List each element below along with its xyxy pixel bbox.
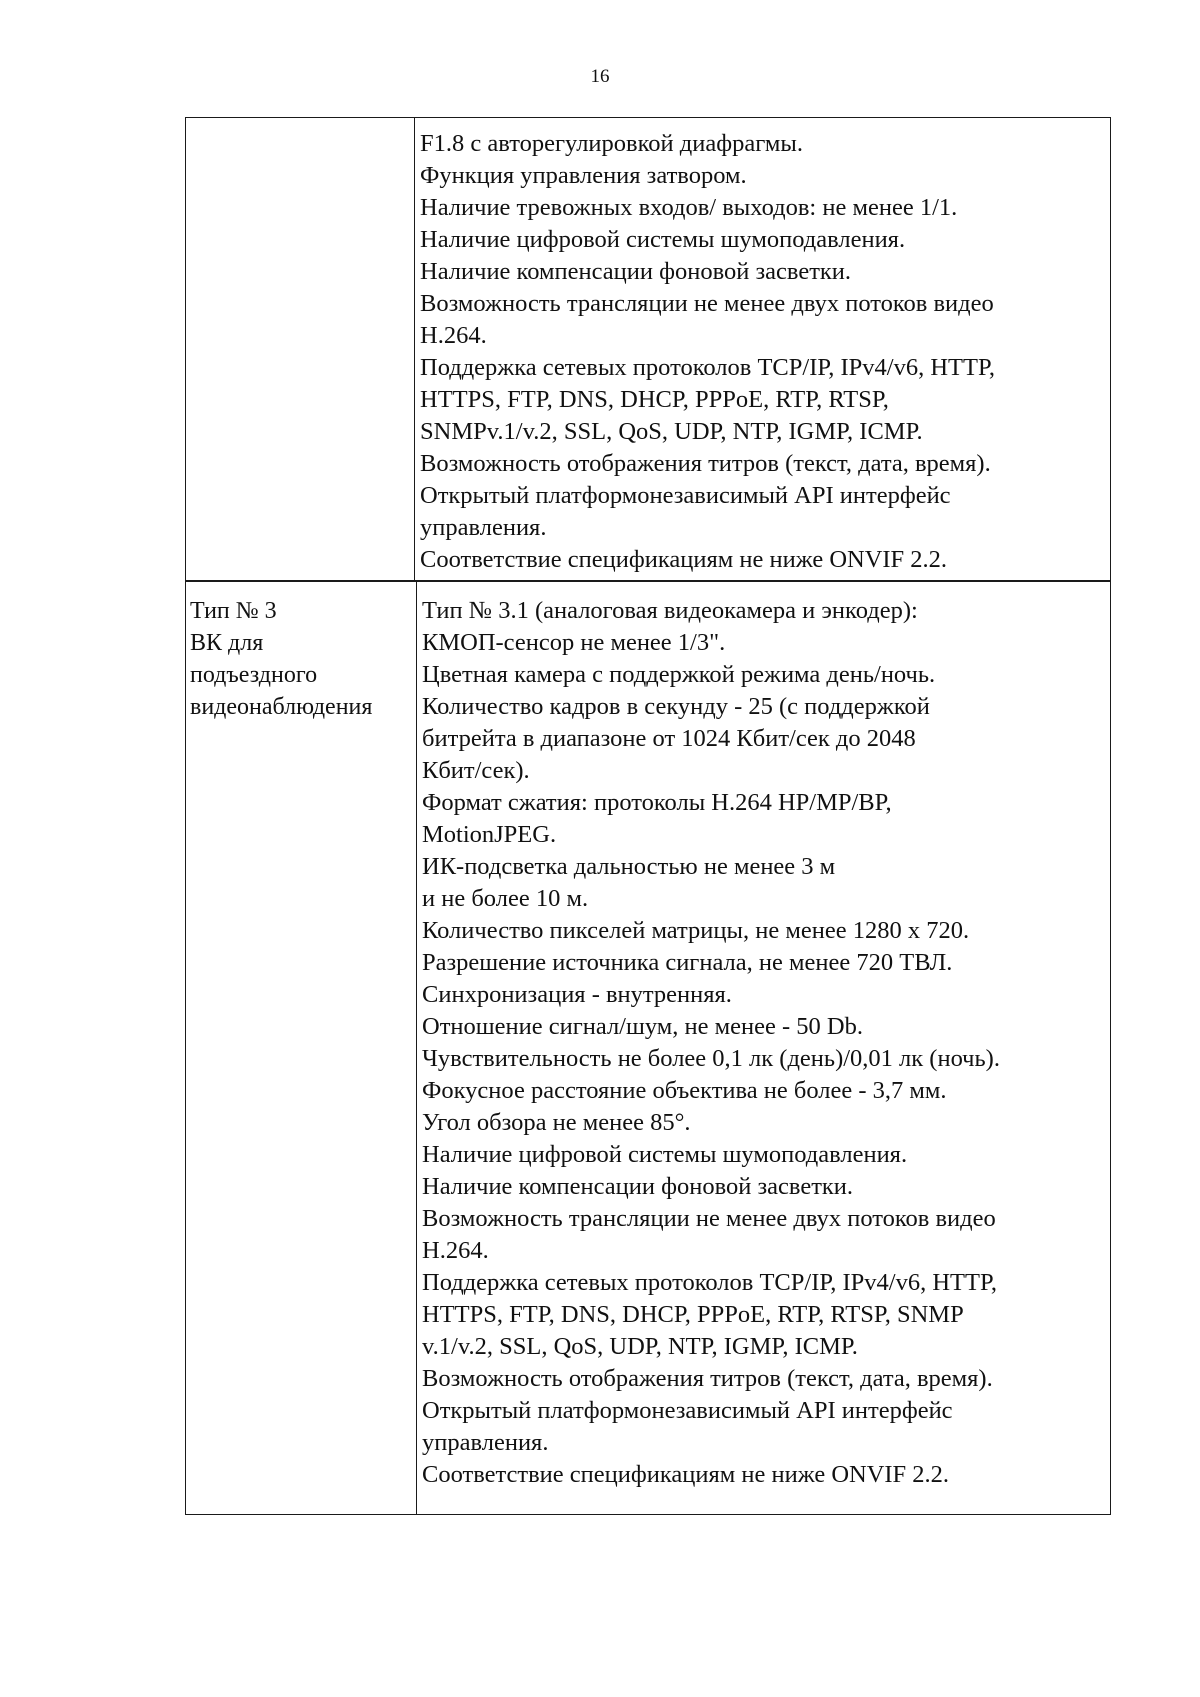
text-line: Тип № 3	[190, 598, 277, 624]
text-line: Формат сжатия: протоколы H.264 HP/MP/BP,	[422, 789, 892, 816]
text-line: Наличие цифровой системы шумоподавления.	[422, 1141, 908, 1168]
text-line: F1.8 с авторегулировкой диафрагмы.	[420, 130, 804, 157]
spec-cell	[420, 128, 1108, 576]
text-line: Поддержка сетевых протоколов TCP/IP, IPv4/v6, HTTP,	[420, 354, 996, 381]
table-row	[185, 580, 1111, 1515]
text-line: Синхронизация - внутренняя.	[422, 981, 732, 1008]
column-divider	[416, 580, 417, 1515]
text-line: H.264.	[420, 322, 487, 349]
text-line: Соответствие спецификациям не ниже ONVIF 2.2.	[420, 546, 948, 573]
text-line: Количество пикселей матрицы, не менее 1280 x 720.	[422, 917, 970, 944]
text-line: Функция управления затвором.	[420, 162, 747, 189]
text-line: управления.	[420, 514, 547, 541]
text-line: битрейта в диапазоне от 1024 Кбит/сек до 2048	[422, 725, 916, 752]
text-line: Наличие цифровой системы шумоподавления.	[420, 226, 906, 253]
text-line: Отношение сигнал/шум, не менее - 50 Db.	[422, 1013, 863, 1040]
text-line: Возможность трансляции не менее двух потоков видео	[420, 290, 994, 317]
text-line: Разрешение источника сигнала, не менее 720 ТВЛ.	[422, 949, 953, 976]
text-line: Кбит/сек).	[422, 757, 530, 784]
text-line: ВК для	[190, 630, 264, 656]
text-line: Количество кадров в секунду - 25 (с поддержкой	[422, 693, 930, 720]
text-line: Угол обзора не менее 85°.	[422, 1109, 691, 1136]
column-divider	[414, 117, 415, 582]
text-line: HTTPS, FTP, DNS, DHCP, PPPoE, RTP, RTSP, SNMP	[422, 1301, 964, 1328]
text-line: Наличие компенсации фоновой засветки.	[420, 258, 852, 285]
text-line: видеонаблюдения	[190, 694, 373, 720]
text-line: v.1/v.2, SSL, QoS, UDP, NTP, IGMP, ICMP.	[422, 1333, 858, 1360]
text-line: Открытый платформонезависимый API интерфейс	[420, 482, 951, 509]
text-line: Фокусное расстояние объектива не более - 3,7 мм.	[422, 1077, 947, 1104]
text-line: Соответствие спецификациям не ниже ONVIF 2.2.	[422, 1461, 950, 1488]
text-line: Возможность отображения титров (текст, дата, время).	[420, 450, 991, 477]
text-line: Открытый платформонезависимый API интерфейс	[422, 1397, 953, 1424]
spec-cell	[422, 595, 1110, 1491]
type-cell	[190, 595, 414, 723]
text-line: Возможность трансляции не менее двух потоков видео	[422, 1205, 996, 1232]
text-line: MotionJPEG.	[422, 821, 557, 848]
text-line: ИК-подсветка дальностью не менее 3 м	[422, 853, 836, 880]
text-line: Цветная камера с поддержкой режима день/ночь.	[422, 661, 936, 688]
text-line: Тип № 3.1 (аналоговая видеокамера и энкодер):	[422, 597, 918, 624]
text-line: Возможность отображения титров (текст, дата, время).	[422, 1365, 993, 1392]
text-line: H.264.	[422, 1237, 489, 1264]
text-line: подъездного	[190, 662, 318, 688]
text-line: КМОП-сенсор не менее 1/3".	[422, 629, 726, 656]
text-line: Поддержка сетевых протоколов TCP/IP, IPv4/v6, HTTP,	[422, 1269, 998, 1296]
text-line: и не более 10 м.	[422, 885, 589, 912]
table-row	[185, 117, 1111, 582]
text-line: HTTPS, FTP, DNS, DHCP, PPPoE, RTP, RTSP,	[420, 386, 889, 413]
text-line: SNMPv.1/v.2, SSL, QoS, UDP, NTP, IGMP, ICMP.	[420, 418, 923, 445]
text-line: Наличие компенсации фоновой засветки.	[422, 1173, 854, 1200]
text-line: управления.	[422, 1429, 549, 1456]
text-line: Чувствительность не более 0,1 лк (день)/0,01 лк (ночь).	[422, 1045, 1000, 1072]
page-number: 16	[590, 66, 610, 87]
text-line: Наличие тревожных входов/ выходов: не менее 1/1.	[420, 194, 958, 221]
